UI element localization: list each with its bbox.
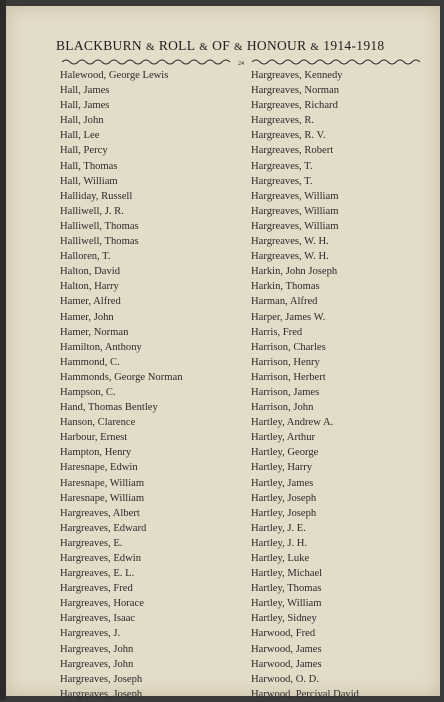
- name-entry: Hargreaves, T.: [251, 160, 313, 172]
- name-entry: Harkin, Thomas: [251, 281, 320, 293]
- name-entry: Hargreaves, William: [251, 220, 339, 232]
- name-entry: Hargreaves, William: [251, 205, 339, 217]
- title-word-honour: HONOUR: [246, 38, 307, 53]
- title-word-of: OF: [212, 38, 230, 53]
- name-entry: Harwood, Percival David: [251, 688, 359, 700]
- name-entry: Hargreaves, Robert: [251, 145, 334, 157]
- name-entry: Hargreaves, E. L.: [60, 568, 135, 580]
- name-entry: Hall, William: [60, 175, 118, 187]
- name-entry: Hartley, Joseph: [251, 492, 317, 504]
- name-entry: Harwood, Fred: [251, 628, 316, 640]
- name-entry: Halton, David: [60, 266, 121, 278]
- name-entry: Hargreaves, R. V.: [251, 130, 326, 142]
- name-entry: Harkin, John Joseph: [251, 266, 338, 278]
- name-entry: Hartley, Sidney: [251, 613, 317, 625]
- separator-ampersand: &: [199, 41, 209, 53]
- name-entry: Hargreaves, Edward: [60, 522, 147, 534]
- name-entry: Hargreaves, Isaac: [60, 613, 136, 625]
- name-entry: Halliwell, Thomas: [60, 236, 139, 248]
- name-entry: Hargreaves, W. H.: [251, 251, 329, 263]
- title-word-blackburn: BLACKBURN: [56, 38, 142, 53]
- name-entry: Hammond, C.: [60, 356, 120, 368]
- name-entry: Hartley, Andrew A.: [251, 417, 334, 429]
- name-entry: Hartley, George: [251, 447, 319, 459]
- name-entry: Harrison, Henry: [251, 356, 320, 368]
- name-entry: Halloren, T.: [60, 251, 111, 263]
- name-entry: Harrison, James: [251, 386, 320, 398]
- name-entry: Halton, Harry: [60, 281, 119, 293]
- title-years: 1914-1918: [323, 38, 385, 53]
- name-entry: Harwood, James: [251, 658, 322, 670]
- name-entry: Hartley, Harry: [251, 462, 313, 474]
- name-entry: Hamer, Norman: [60, 326, 129, 338]
- name-entry: Hargreaves, Joseph: [60, 688, 143, 700]
- name-entry: Hartley, Joseph: [251, 507, 317, 519]
- name-entry: Haresnape, William: [60, 477, 145, 489]
- name-entry: Hartley, Luke: [251, 553, 310, 564]
- name-entry: Hargreaves, Norman: [251, 85, 340, 97]
- name-entry: Hargreaves, William: [251, 190, 339, 202]
- name-entry: Hargreaves, John: [60, 658, 134, 670]
- page-number: 24: [238, 61, 244, 66]
- name-entry: Harwood, O. D.: [251, 673, 319, 685]
- name-entry: Hargreaves, Richard: [251, 100, 338, 112]
- name-entry: Hargreaves, J.: [60, 628, 121, 640]
- page-title: [56, 38, 426, 54]
- name-entry: Hartley, J. H.: [251, 537, 308, 549]
- name-entry: Hammonds, George Norman: [60, 371, 183, 383]
- name-entry: Halewood, George Lewis: [60, 70, 169, 81]
- name-entry: Hampton, Henry: [60, 447, 132, 459]
- name-entry: Harris, Fred: [251, 326, 303, 338]
- name-entry: Hargreaves, Kennedy: [251, 70, 343, 81]
- name-entry: Hartley, William: [251, 598, 322, 610]
- name-entry: Haresnape, William: [60, 492, 145, 504]
- name-entry: Hall, James: [60, 100, 110, 112]
- name-entry: Hartley, Arthur: [251, 432, 316, 444]
- name-entry: Harman, Alfred: [251, 296, 318, 308]
- name-entry: Harrison, Charles: [251, 341, 326, 353]
- separator-ampersand: &: [310, 41, 320, 53]
- decorative-border-ornament: [62, 58, 422, 66]
- name-entry: Hargreaves, John: [60, 643, 134, 655]
- separator-ampersand: &: [145, 41, 155, 53]
- names-column-right: [251, 68, 359, 702]
- name-entry: Hall, Percy: [60, 145, 108, 157]
- name-entry: Halliwell, J. R.: [60, 205, 124, 217]
- separator-ampersand: &: [234, 41, 243, 53]
- name-entry: Hamer, Alfred: [60, 296, 121, 308]
- name-entry: Halliwell, Thomas: [60, 220, 139, 232]
- name-entry: Hall, James: [60, 85, 110, 97]
- name-entry: Hampson, C.: [60, 386, 116, 398]
- name-entry: Hargreaves, Edwin: [60, 553, 141, 564]
- name-entry: Hargreaves, Albert: [60, 507, 140, 519]
- name-entry: Hartley, Michael: [251, 568, 323, 580]
- name-entry: Harbour, Ernest: [60, 432, 128, 444]
- name-entry: Hargreaves, Joseph: [60, 673, 143, 685]
- name-entry: Hargreaves, T.: [251, 175, 313, 187]
- name-entry: Hamilton, Anthony: [60, 341, 142, 353]
- name-entry: Halliday, Russell: [60, 190, 133, 202]
- name-entry: Hall, John: [60, 115, 104, 127]
- title-word-roll: ROLL: [158, 38, 196, 53]
- name-entry: Hall, Lee: [60, 130, 100, 142]
- name-entry: Hartley, J. E.: [251, 522, 306, 534]
- name-entry: Hall, Thomas: [60, 160, 118, 172]
- name-entry: Harper, James W.: [251, 311, 326, 323]
- name-entry: Hanson, Clarence: [60, 417, 136, 429]
- name-entry: Harrison, Herbert: [251, 371, 326, 383]
- name-entry: Harwood, James: [251, 643, 322, 655]
- names-column-left: [60, 68, 183, 702]
- name-entry: Hand, Thomas Bentley: [60, 402, 158, 414]
- name-entry: Hargreaves, Horace: [60, 598, 144, 610]
- name-entry: Hargreaves, R.: [251, 115, 315, 127]
- name-entry: Hartley, Thomas: [251, 583, 322, 595]
- name-entry: Hargreaves, W. H.: [251, 236, 329, 248]
- name-entry: Hamer, John: [60, 311, 114, 323]
- name-entry: Haresnape, Edwin: [60, 462, 138, 474]
- name-entry: Hargreaves, E.: [60, 537, 123, 549]
- name-entry: Hargreaves, Fred: [60, 583, 133, 595]
- name-entry: Harrison, John: [251, 402, 314, 414]
- name-entry: Hartley, James: [251, 477, 314, 489]
